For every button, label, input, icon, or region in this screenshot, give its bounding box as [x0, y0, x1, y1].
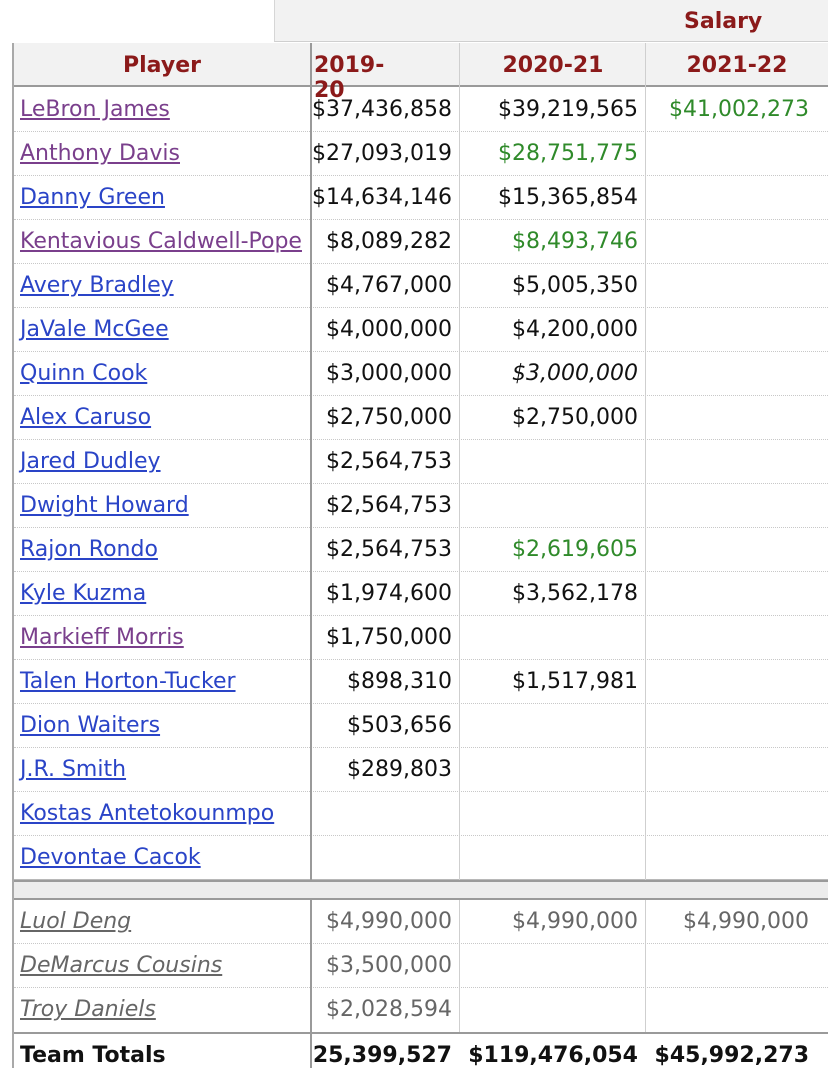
- table-row: [14, 484, 828, 528]
- table-row: [14, 396, 828, 440]
- total-2019-20: 25,399,527: [312, 1043, 452, 1068]
- salary-2019-20: $2,750,000: [326, 405, 452, 430]
- column-divider: [459, 900, 460, 1032]
- salary-2020-21: $5,005,350: [512, 273, 638, 298]
- dead-money-row: [14, 900, 828, 944]
- player-link[interactable]: Luol Deng: [20, 909, 132, 934]
- player-link[interactable]: J.R. Smith: [20, 757, 127, 782]
- salary-2020-21: $8,493,746: [512, 229, 638, 254]
- table-row: [14, 836, 828, 880]
- salary-2020-21: $2,750,000: [512, 405, 638, 430]
- table-row: [14, 660, 828, 704]
- table-row: [14, 704, 828, 748]
- player-link[interactable]: Quinn Cook: [20, 361, 148, 386]
- salary-2019-20: $8,089,282: [326, 229, 452, 254]
- salary-2019-20: $3,000,000: [326, 361, 452, 386]
- team-totals-row: [14, 1032, 828, 1068]
- column-divider: [310, 43, 312, 880]
- table-row: [14, 132, 828, 176]
- salary-2019-20: $2,564,753: [326, 449, 452, 474]
- table-row: [14, 308, 828, 352]
- salary-2019-20: $2,564,753: [326, 493, 452, 518]
- salary-2019-20: $1,974,600: [326, 581, 452, 606]
- player-column-header: Player: [123, 53, 201, 78]
- player-link[interactable]: Markieff Morris: [20, 625, 184, 650]
- dead-money-row: [14, 944, 828, 988]
- player-link[interactable]: Rajon Rondo: [20, 537, 158, 562]
- salary-2020-21: $2,619,605: [512, 537, 638, 562]
- salary-group-header: Salary: [684, 9, 763, 34]
- salary-2019-20: $898,310: [347, 669, 452, 694]
- table-row: [14, 352, 828, 396]
- table-row: [14, 88, 828, 132]
- salary-2019-20: $4,000,000: [326, 317, 452, 342]
- player-link[interactable]: Kostas Antetokounmpo: [20, 801, 275, 826]
- salary-2020-21: $15,365,854: [498, 185, 638, 210]
- season-2019-20-header: 2019-20: [314, 53, 385, 103]
- total-2021-22: $45,992,273: [654, 1043, 809, 1068]
- salary-2020-21: $28,751,775: [498, 141, 638, 166]
- player-link[interactable]: Anthony Davis: [20, 141, 180, 166]
- column-divider: [310, 900, 312, 1068]
- player-link[interactable]: Dion Waiters: [20, 713, 161, 738]
- player-link[interactable]: Kyle Kuzma: [20, 581, 147, 606]
- player-link[interactable]: Kentavious Caldwell-Pope: [20, 229, 302, 254]
- season-2020-21-header: 2020-21: [502, 53, 604, 78]
- column-divider: [459, 43, 460, 880]
- salary-2019-20: $1,750,000: [326, 625, 452, 650]
- player-link[interactable]: Devontae Cacok: [20, 845, 201, 870]
- salary-2019-20: $2,564,753: [326, 537, 452, 562]
- table-row: [14, 616, 828, 660]
- player-link[interactable]: JaVale McGee: [20, 317, 169, 342]
- column-divider: [645, 900, 646, 1032]
- table-row: [14, 264, 828, 308]
- player-link[interactable]: Jared Dudley: [20, 449, 161, 474]
- salary-2019-20: $4,990,000: [326, 909, 452, 934]
- salary-2021-22: $41,002,273: [669, 97, 809, 122]
- player-link[interactable]: DeMarcus Cousins: [20, 953, 223, 978]
- dead-money-row: [14, 988, 828, 1032]
- player-link[interactable]: Alex Caruso: [20, 405, 152, 430]
- player-link[interactable]: LeBron James: [20, 97, 170, 122]
- player-link[interactable]: Dwight Howard: [20, 493, 189, 518]
- column-divider: [645, 43, 646, 880]
- table-row: [14, 528, 828, 572]
- table-row: [14, 792, 828, 836]
- salary-2019-20: $2,028,594: [326, 997, 452, 1022]
- column-header-row: [14, 43, 828, 103]
- salary-2020-21: $4,990,000: [512, 909, 638, 934]
- player-link[interactable]: Avery Bradley: [20, 273, 174, 298]
- table-row: [14, 748, 828, 792]
- salary-2019-20: $503,656: [347, 713, 452, 738]
- salary-2019-20: $14,634,146: [312, 185, 452, 210]
- salary-2020-21: $1,517,981: [512, 669, 638, 694]
- table-row: [14, 220, 828, 264]
- player-link[interactable]: Danny Green: [20, 185, 165, 210]
- salary-2019-20: $27,093,019: [312, 141, 452, 166]
- salary-2019-20: $289,803: [347, 757, 452, 782]
- salary-2019-20: $37,436,858: [312, 97, 452, 122]
- table-row: [14, 572, 828, 616]
- salary-2019-20: $4,767,000: [326, 273, 452, 298]
- salary-2020-21: $39,219,565: [498, 97, 638, 122]
- salary-2019-20: $3,500,000: [326, 953, 452, 978]
- salary-2020-21: $3,000,000: [512, 361, 638, 386]
- player-link[interactable]: Talen Horton-Tucker: [20, 669, 236, 694]
- salary-2021-22: $4,990,000: [683, 909, 809, 934]
- salary-2020-21: $4,200,000: [512, 317, 638, 342]
- salary-2020-21: $3,562,178: [512, 581, 638, 606]
- table-row: [14, 440, 828, 484]
- season-2021-22-header: 2021-22: [686, 53, 788, 78]
- total-2020-21: $119,476,054: [468, 1043, 638, 1068]
- player-link[interactable]: Troy Daniels: [20, 997, 156, 1022]
- dead-money-separator: [14, 880, 828, 900]
- table-row: [14, 176, 828, 220]
- team-totals-label: Team Totals: [20, 1043, 166, 1068]
